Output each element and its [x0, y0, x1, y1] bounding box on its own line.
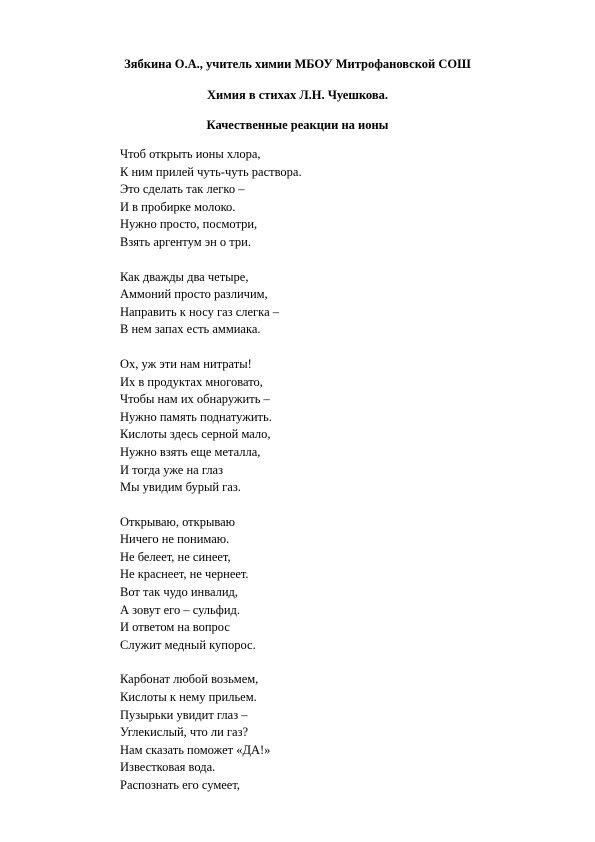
poem-line: Чтоб открыть ионы хлора,	[120, 147, 261, 161]
poem-line: Кислоты к нему прильем.	[120, 690, 257, 705]
page-title: Качественные реакции на ионы	[206, 118, 389, 132]
stanza	[120, 269, 560, 339]
stanza	[120, 146, 560, 252]
poem-line: К ним прилей чуть-чуть раствора.	[120, 164, 302, 179]
poem-line: В нем запах есть аммиака.	[120, 322, 261, 337]
poem-line: Карбонат любой возьмем,	[120, 672, 259, 687]
poem-line: И тогда уже на глаз	[120, 462, 224, 477]
subtitle: Химия в стихах Л.Н. Чуешкова.	[207, 88, 388, 102]
poem-line: Нужно взять еще металла,	[120, 444, 261, 459]
poem-line: Это сделать так легко –	[120, 182, 245, 197]
poem-line: Открываю, открываю	[120, 514, 235, 529]
poem-line: Взять аргентум эн о три.	[120, 234, 251, 249]
poem-line: Углекислый, что ли газ?	[120, 725, 249, 740]
poem-line: Не белеет, не синеет,	[120, 549, 231, 564]
poem-line: Аммоний просто различим,	[120, 287, 268, 302]
poem-line: Нужно память поднатужить.	[120, 409, 272, 424]
poem-line: И ответом на вопрос	[120, 620, 230, 635]
poem-line: Чтобы нам их обнаружить –	[120, 392, 270, 407]
poem-line: Нужно просто, посмотри,	[120, 217, 258, 232]
stanza	[120, 671, 560, 794]
author-line: Зябкина О.А., учитель химии МБОУ Митрофановской СОШ	[124, 57, 471, 71]
poem-line: Известковая вода.	[120, 760, 216, 775]
poem-line: Их в продуктах многовато,	[120, 374, 263, 389]
poem-line: Направить к носу газ слегка –	[120, 304, 279, 319]
poem-body	[120, 146, 560, 812]
poem-line: Не краснеет, не чернеет.	[120, 567, 249, 582]
poem-line: И в пробирке молоко.	[120, 199, 236, 214]
poem-line: Служит медный купорос.	[120, 637, 256, 652]
stanza	[120, 356, 560, 497]
poem-line: Нам сказать поможет «ДА!»	[120, 742, 271, 757]
poem-line: Вот так чудо инвалид,	[120, 585, 239, 600]
poem-line: А зовут его – сульфид.	[120, 602, 240, 617]
poem-line: Ничего не понимаю.	[120, 532, 230, 547]
poem-line: Кислоты здесь серной мало,	[120, 427, 271, 442]
poem-line: Как дважды два четыре,	[120, 269, 249, 284]
stanza	[120, 514, 560, 655]
poem-line: Распознать его сумеет,	[120, 778, 240, 792]
poem-line: Мы увидим бурый газ.	[120, 480, 241, 495]
poem-line: Ох, уж эти нам нитраты!	[120, 356, 252, 371]
poem-line: Пузырьки увидит глаз –	[120, 707, 248, 722]
